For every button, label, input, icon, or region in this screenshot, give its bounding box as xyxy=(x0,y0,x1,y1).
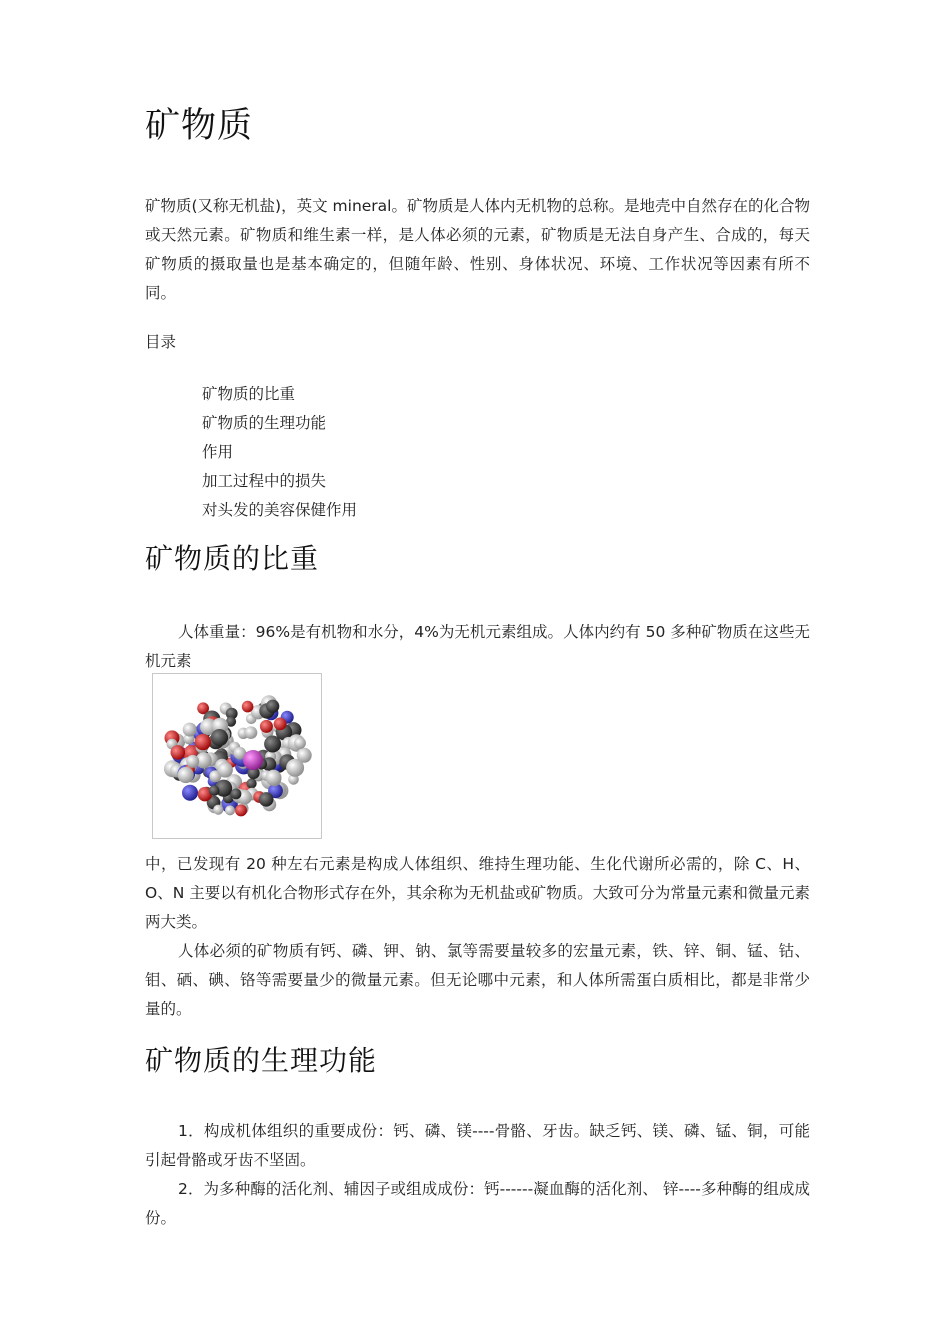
section2-paragraph-2: 2．为多种酶的活化剂、辅因子或组成成份：钙------凝血酶的活化剂、 锌----多种酶的组成成份。 xyxy=(145,1180,810,1227)
intro-paragraph: 矿物质(又称无机盐)，英文 mineral。矿物质是人体内无机物的总称。是地壳中自然存在的化合物或天然元素。矿物质和维生素一样，是人体必须的元素，矿物质是无法自身产生、合成的，每天矿物质的摄取量也是基本确定的，但随年龄、性别、身体状况、环境、工作状况等因素有所不同。 xyxy=(145,197,810,302)
toc-label: 目录 xyxy=(145,333,177,351)
molecule-figure xyxy=(152,673,322,839)
section1-paragraph-3: 人体必须的矿物质有钙、磷、钾、钠、氯等需要量较多的宏量元素，铁、锌、铜、锰、钴、钼、硒、碘、铬等需要量少的微量元素。但无论哪中元素，和人体所需蛋白质相比，都是非常少量的。 xyxy=(145,942,810,1018)
section2-paragraph-1: 1．构成机体组织的重要成份：钙、磷、镁----骨骼、牙齿。缺乏钙、镁、磷、锰、铜，可能引起骨骼或牙齿不坚固。 xyxy=(145,1122,810,1169)
toc-item[interactable]: 矿物质的比重 xyxy=(202,385,296,403)
toc-item[interactable]: 加工过程中的损失 xyxy=(202,472,327,490)
toc-item[interactable]: 对头发的美容保健作用 xyxy=(202,501,358,519)
section1-paragraph-1: 人体重量：96%是有机物和水分，4%为无机元素组成。人体内约有 50 多种矿物质在这些无机元素 xyxy=(145,623,810,670)
section-heading-functions: 矿物质的生理功能 xyxy=(145,1044,378,1077)
table-of-contents xyxy=(202,380,357,525)
toc-item[interactable]: 矿物质的生理功能 xyxy=(202,414,327,432)
page-title: 矿物质 xyxy=(145,106,254,146)
section-heading-proportion: 矿物质的比重 xyxy=(145,542,320,575)
toc-item[interactable]: 作用 xyxy=(202,443,234,461)
molecule-model-image xyxy=(153,674,321,838)
section1-paragraph-2: 中，已发现有 20 种左右元素是构成人体组织、维持生理功能、生化代谢所必需的，除 C、H、O、N 主要以有机化合物形式存在外，其余称为无机盐或矿物质。大致可分为常量元素和微量元素两大类。 xyxy=(145,855,810,931)
